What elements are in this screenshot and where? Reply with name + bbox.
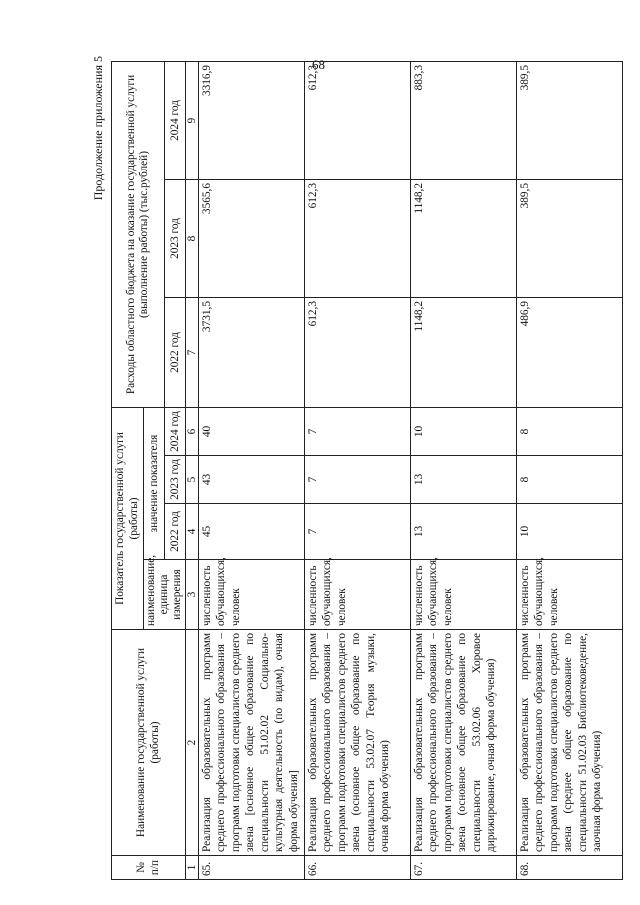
- header-expense-2024: 2024 год: [164, 61, 185, 179]
- table-row: [304, 61, 410, 879]
- column-number-row: [185, 61, 198, 879]
- expense-2022: 612,3: [304, 297, 410, 407]
- value-2022: 13: [410, 504, 516, 560]
- service-name: Реализация образовательных программ среднего профессионального образования – программ подготовки специалистов среднего звена [основное общее образование по специальности 51.02.02 Социально-культурная деятельность (по видам), очная форма обучения]: [198, 630, 304, 856]
- row-number: 65.: [198, 856, 304, 880]
- expense-2022: 1148,2: [410, 297, 516, 407]
- row-number: 66.: [304, 856, 410, 880]
- rotated-page-content: [93, 40, 603, 880]
- expense-2023: 612,3: [304, 179, 410, 297]
- header-value-2024: 2024 год: [164, 407, 185, 455]
- value-2023: 8: [516, 456, 622, 504]
- service-name: Реализация образовательных программ среднего профессионального образования – программ подготовки специалистов среднего звена (основное общее образование по специальности 53.02.07 Теория музыки, очная форма обучения): [304, 630, 410, 856]
- header-unit: наименование, единица измерения: [143, 560, 185, 630]
- value-2024: 10: [410, 407, 516, 455]
- value-2023: 7: [304, 456, 410, 504]
- header-service-name: Наименование государственной услуги (работы): [112, 630, 186, 856]
- value-2022: 45: [198, 504, 304, 560]
- column-number: 8: [185, 179, 198, 297]
- column-number: 9: [185, 61, 198, 179]
- service-name: Реализация образовательных программ среднего профессионального образования – программ подготовки специалистов среднего звена (основное общее образование по специальности 53.02.06 Хоровое дирижирование, очная форма обучения): [410, 630, 516, 856]
- header-expense-2023: 2023 год: [164, 179, 185, 297]
- expense-2023: 3565,6: [198, 179, 304, 297]
- page-number: 68: [312, 57, 325, 72]
- expense-2024: 612,3: [304, 61, 410, 179]
- column-number: 4: [185, 504, 198, 560]
- table-row: [516, 61, 622, 879]
- column-number: 5: [185, 456, 198, 504]
- expense-2023: 389,5: [516, 179, 622, 297]
- expense-2024: 883,3: [410, 61, 516, 179]
- column-number: 7: [185, 297, 198, 407]
- unit-name: численность обучающихся, человек: [516, 560, 622, 630]
- column-number: 3: [185, 560, 198, 630]
- row-number: 68.: [516, 856, 622, 880]
- services-table: [111, 61, 623, 880]
- value-2023: 43: [198, 456, 304, 504]
- service-name: Реализация образовательных программ среднего профессионального образования – программ подготовки специалистов среднего звена (среднее общее образование по специальности 51.02.03 Библиотековедение, заочная форма обучения): [516, 630, 622, 856]
- unit-name: численность обучающихся, человек: [304, 560, 410, 630]
- header-value-2022: 2022 год: [164, 504, 185, 560]
- value-2022: 10: [516, 504, 622, 560]
- value-2024: 8: [516, 407, 622, 455]
- expense-2022: 486,9: [516, 297, 622, 407]
- value-2023: 13: [410, 456, 516, 504]
- expense-2024: 389,5: [516, 61, 622, 179]
- column-number: 1: [185, 856, 198, 880]
- header-value-group: значение показателя: [143, 407, 164, 559]
- continuation-label: Продолжение приложения 5: [91, 56, 105, 201]
- value-2024: 7: [304, 407, 410, 455]
- expense-2022: 3731,5: [198, 297, 304, 407]
- value-2024: 40: [198, 407, 304, 455]
- table-row: [198, 61, 304, 879]
- header-indicator-group: Показатель государственной услуги (работы): [112, 407, 144, 629]
- table-row: [410, 61, 516, 879]
- header-expense-2022: 2022 год: [164, 297, 185, 407]
- row-number: 67.: [410, 856, 516, 880]
- column-number: 2: [185, 630, 198, 856]
- expense-2024: 3316,9: [198, 61, 304, 179]
- unit-name: численность обучающихся, человек: [198, 560, 304, 630]
- header-value-2023: 2023 год: [164, 456, 185, 504]
- header-expense-group: Расходы областного бюджета на оказание государственной услуги (выполнение работы) (тыс.рублей): [112, 61, 165, 407]
- value-2022: 7: [304, 504, 410, 560]
- expense-2023: 1148,2: [410, 179, 516, 297]
- unit-name: численность обучающихся, человек: [410, 560, 516, 630]
- header-num: № п/п: [112, 856, 186, 880]
- column-number: 6: [185, 407, 198, 455]
